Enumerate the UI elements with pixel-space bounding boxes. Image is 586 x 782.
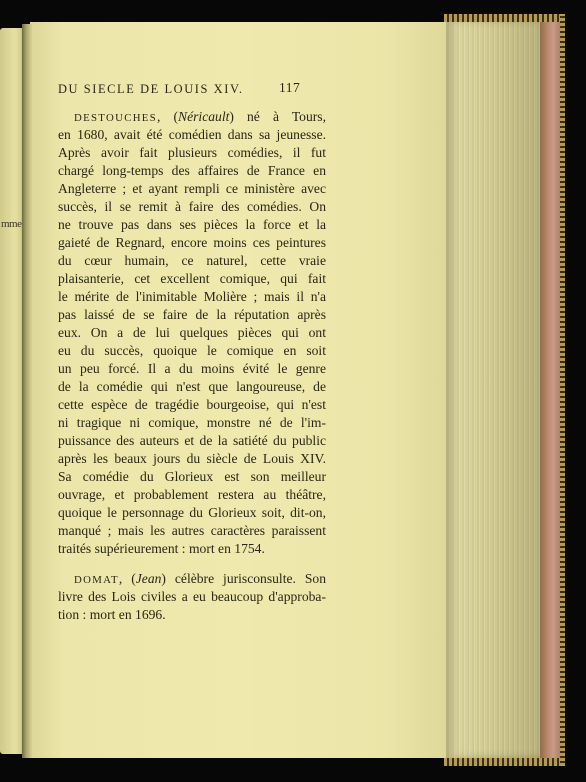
entry-destouches-line: pas laissé de se faire de la réputation après <box>58 307 326 322</box>
entry-destouches-line: chargé long-temps des affaires de France en <box>58 163 326 178</box>
cover-gilt-right <box>560 14 565 766</box>
entry-destouches-line: Sa comédie du Glorieux est son meilleur <box>58 469 326 484</box>
cover-gilt-top <box>444 14 564 22</box>
entry-destouches-line: quoique le personnage du Glorieux soit, dit-on, <box>58 505 326 520</box>
entry-destouches-line: ni tragique ni comique, monstre né de l'im- <box>58 415 326 430</box>
entry-headword: DESTOUCHES <box>74 112 157 124</box>
entry-destouches-line: du cœur humain, ce naturel, cette vraie <box>58 253 326 268</box>
entry-destouches-line: DESTOUCHES, (Néricault) né à Tours, <box>74 109 326 124</box>
entry-domat-line: DOMAT, (Jean) célèbre jurisconsulte. Son <box>74 571 326 586</box>
entry-destouches-line: succès, il se remit à faire des comédies. On <box>58 199 326 214</box>
entry-destouches-line: manqué ; mais les autres caractères paraissent <box>58 523 326 538</box>
entry-destouches-line: traités supérieurement : mort en 1754. <box>58 541 265 556</box>
entry-destouches-line: le mérite de l'inimitable Molière ; mais il n'a <box>58 289 326 304</box>
entry-destouches-line: cette espèce de tragédie bourgeoise, qui n'est <box>58 397 326 412</box>
running-head: DU SIECLE DE LOUIS XIV. <box>58 82 244 96</box>
page-gutter <box>22 24 32 758</box>
page-block-shading <box>446 20 542 758</box>
entry-destouches-line: après les beaux jours du siècle de Louis XIV. <box>58 451 326 466</box>
entry-domat-line: livre des Lois civiles a eu beaucoup d'approba- <box>58 589 326 604</box>
entry-destouches-line: de la comédie qui n'est que langoureuse, de <box>58 379 326 394</box>
entry-headword: DOMAT <box>74 574 119 586</box>
entry-destouches-line: Angleterre ; et ayant rempli ce ministère avec <box>58 181 326 196</box>
entry-destouches-line: ouvrage, et probablement restera au théâtre, <box>58 487 326 502</box>
entry-destouches-line: puissance des auteurs et de la satiété du public <box>58 433 326 448</box>
entry-domat-line: tion : mort en 1696. <box>58 607 166 622</box>
cover-gilt-bottom <box>444 758 564 766</box>
previous-page-text-fragment: mme <box>1 218 22 230</box>
entry-destouches-line: Après avoir fait plusieurs comédies, il fut <box>58 145 326 160</box>
entry-destouches-line: ne trouve pas dans ses pièces la force et la <box>58 217 326 232</box>
page-number: 117 <box>279 80 301 95</box>
entry-destouches-line: plaisanterie, cet excellent comique, qui fait <box>58 271 326 286</box>
previous-page-edge <box>0 28 24 754</box>
entry-destouches-line: eux. On a de lui quelques pièces qui ont <box>58 325 326 340</box>
entry-destouches-line: en 1680, avait été comédien dans sa jeunesse. <box>58 127 326 142</box>
entry-destouches-line: un peu forcé. Il a du moins évité le genre <box>58 361 326 376</box>
entry-destouches-line: gaieté de Regnard, encore moins ces peintures <box>58 235 326 250</box>
entry-destouches-line: eu du succès, quoique le comique en soit <box>58 343 326 358</box>
